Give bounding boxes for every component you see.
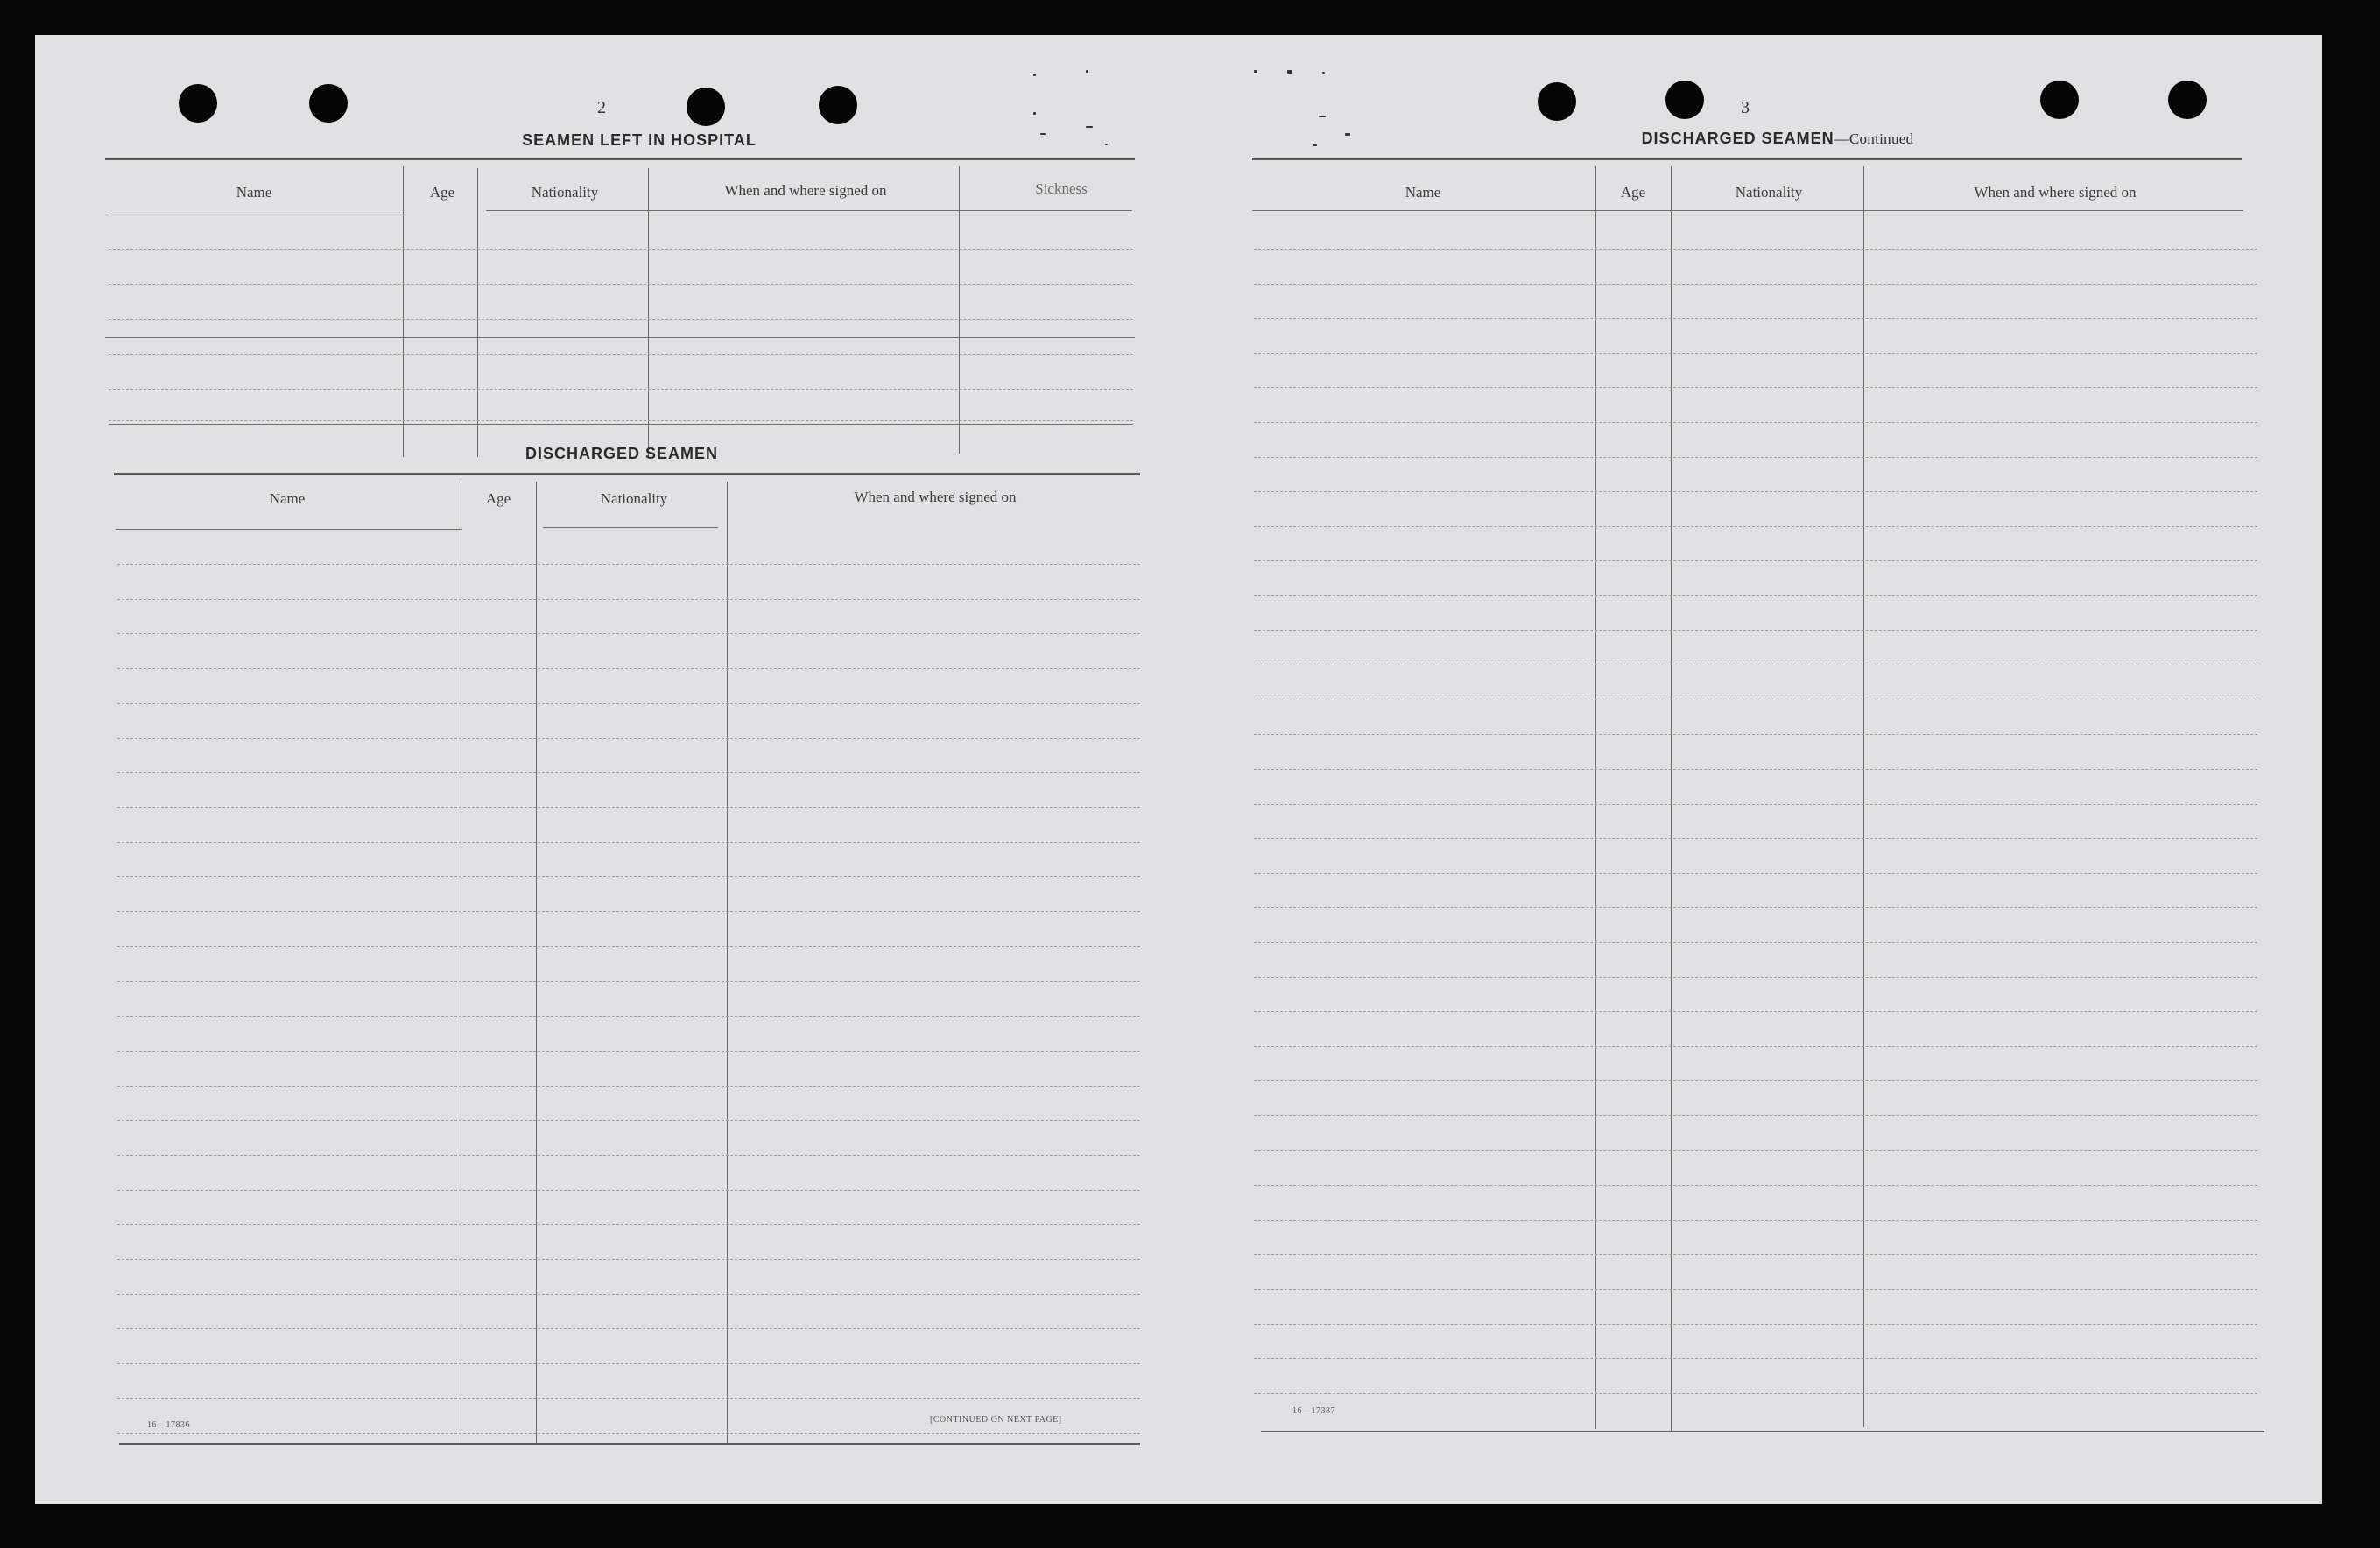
ledger-rule-left <box>117 738 1140 739</box>
punch-hole-icon <box>819 86 857 124</box>
ledger-rule-left <box>117 772 1140 773</box>
hospital-col-when-where: When and where signed on <box>724 182 887 199</box>
punch-hole-icon <box>687 88 725 126</box>
document-sheet <box>35 35 2322 1504</box>
scan-speck <box>1105 144 1108 145</box>
punch-hole-icon <box>309 84 348 123</box>
ledger-rule-right <box>1254 873 2257 874</box>
ledger-rule-left <box>117 1433 1140 1434</box>
discharged-col-nationality: Nationality <box>600 490 668 507</box>
ledger-rule-left <box>117 1224 1140 1225</box>
ledger-rule-right <box>1254 1393 2257 1394</box>
ledger-rule-right <box>1254 1324 2257 1325</box>
ledger-rule-left <box>117 1259 1140 1260</box>
right-col-when-where: When and where signed on <box>1974 184 2137 201</box>
ledger-rule-right <box>1254 734 2257 735</box>
ledger-rule-left <box>117 807 1140 808</box>
form-number-left: 16—17836 <box>147 1420 190 1430</box>
ledger-rule-right <box>1254 1289 2257 1290</box>
ledger-rule-left <box>117 946 1140 947</box>
ledger-rule-right <box>1254 560 2257 561</box>
right-section-title <box>1524 130 2031 148</box>
hospital-section-title: SEAMEN LEFT IN HOSPITAL <box>522 131 757 149</box>
scan-speck <box>1313 144 1317 146</box>
ledger-rule-left <box>117 1363 1140 1364</box>
right-title-suffix: —Continued <box>1834 130 1914 147</box>
hospital-col-nationality: Nationality <box>531 184 599 201</box>
ledger-rule-right <box>1254 1185 2257 1186</box>
ledger-rule-right <box>1254 1011 2257 1012</box>
ledger-rule-right <box>1254 942 2257 943</box>
hospital-col-name: Name <box>236 184 272 201</box>
punch-hole-icon <box>2040 81 2079 119</box>
ledger-rule-right <box>1254 1150 2257 1151</box>
ledger-rule-left <box>117 1328 1140 1329</box>
ledger-rule-right <box>1254 769 2257 770</box>
ledger-rule-left <box>117 1086 1140 1087</box>
scan-speck <box>1040 133 1046 135</box>
scan-speck <box>1287 70 1292 74</box>
ledger-rule-right <box>1254 491 2257 492</box>
ledger-rule-right <box>1254 595 2257 596</box>
ledger-rule-left <box>117 1155 1140 1156</box>
right-col-age: Age <box>1620 184 1646 201</box>
ledger-rule-left <box>117 1016 1140 1017</box>
scan-speck <box>1033 112 1036 115</box>
discharged-col-age: Age <box>485 490 511 507</box>
scan-speck <box>1345 133 1350 136</box>
ledger-rule-left <box>117 842 1140 843</box>
scan-speck <box>1322 72 1325 74</box>
ledger-rule-left <box>117 1294 1140 1295</box>
ledger-rule-left <box>117 1398 1140 1399</box>
ledger-rule-left <box>117 1190 1140 1191</box>
ledger-rule-left <box>117 633 1140 634</box>
ledger-rule-right <box>1254 318 2257 319</box>
ledger-rule-left <box>117 1051 1140 1052</box>
page-number-left: 2 <box>597 98 606 117</box>
ledger-rule-right <box>1254 838 2257 839</box>
form-number-right: 16—17387 <box>1292 1406 1335 1416</box>
ledger-rule-left <box>117 703 1140 704</box>
ledger-rule-left <box>117 564 1140 565</box>
ledger-rule-right <box>1254 1254 2257 1255</box>
scan-speck <box>1319 116 1326 117</box>
discharged-col-when-where: When and where signed on <box>854 489 1017 505</box>
ledger-rule-right <box>1254 353 2257 354</box>
hospital-col-sickness: Sickness <box>1035 180 1088 197</box>
ledger-rule-right <box>1254 249 2257 250</box>
ledger-rule-right <box>1254 1046 2257 1047</box>
punch-hole-icon <box>179 84 217 123</box>
discharged-col-name: Name <box>269 490 306 507</box>
ledger-rule-right <box>1254 630 2257 631</box>
ledger-rule-right <box>1254 907 2257 908</box>
punch-hole-icon <box>1665 81 1704 119</box>
discharged-table-left <box>114 473 1140 1445</box>
hospital-header-rule <box>105 337 1135 338</box>
ledger-rule-right <box>1254 1220 2257 1221</box>
ledger-rule-left <box>117 668 1140 669</box>
ledger-rule-right <box>1254 1080 2257 1081</box>
ledger-rule-right <box>1254 387 2257 388</box>
hospital-col-age: Age <box>429 184 455 201</box>
discharged-section-title: DISCHARGED SEAMEN <box>525 445 719 462</box>
ledger-rule-right <box>1254 977 2257 978</box>
ledger-rule-right <box>1254 1115 2257 1116</box>
ledger-rule-left <box>117 911 1140 912</box>
punch-hole-icon <box>1538 82 1576 121</box>
right-col-nationality: Nationality <box>1735 184 1803 201</box>
right-title-main: DISCHARGED SEAMEN <box>1641 130 1834 147</box>
right-col-name: Name <box>1405 184 1441 201</box>
ledger-rule-right <box>1254 457 2257 458</box>
ledger-rule-right <box>1254 1358 2257 1359</box>
ledger-rule-right <box>1254 804 2257 805</box>
ledger-rule-left <box>117 876 1140 877</box>
continued-note: [CONTINUED ON NEXT PAGE] <box>930 1415 1062 1425</box>
ledger-rule-left <box>117 981 1140 982</box>
scan-speck <box>1254 70 1257 73</box>
ledger-rule-right <box>1254 284 2257 285</box>
ledger-rule-left <box>117 1120 1140 1121</box>
ledger-rule-right <box>1254 526 2257 527</box>
hospital-table <box>105 158 1135 457</box>
discharged-table-right <box>1252 158 2242 1427</box>
scan-speck <box>1033 74 1036 76</box>
scan-speck <box>1086 70 1088 73</box>
ledger-rule-right <box>1254 422 2257 423</box>
punch-hole-icon <box>2168 81 2207 119</box>
page-number-right: 3 <box>1741 98 1750 117</box>
ledger-rule-left <box>117 599 1140 600</box>
scan-speck <box>1086 126 1093 128</box>
